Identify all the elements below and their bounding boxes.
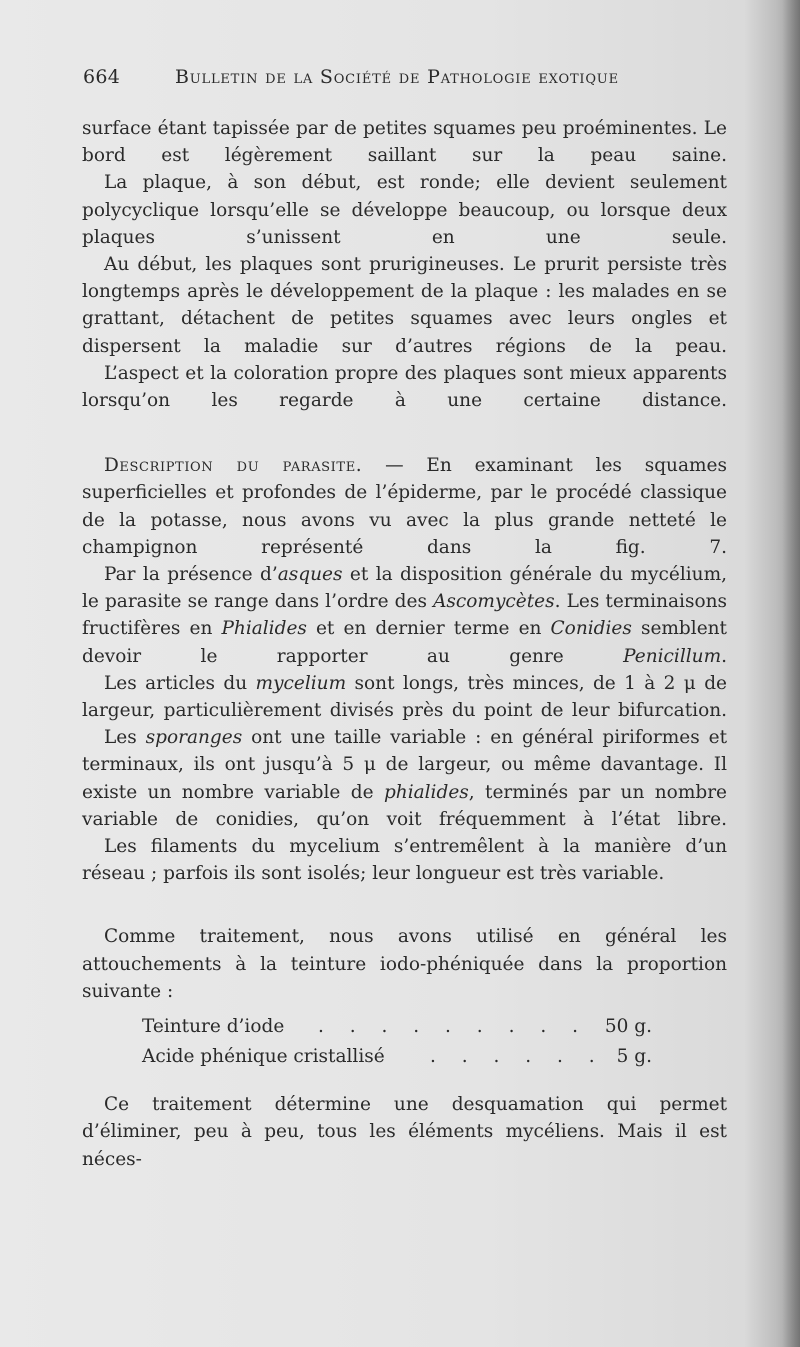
- paragraph-1: surface étant tapissée par de petites squames peu proéminentes. Le bord est légèrement saillant sur la peau saine.: [82, 118, 727, 167]
- term-phialides: Phialides: [221, 618, 307, 640]
- paragraph-6: [82, 561, 727, 670]
- formula-leader-dots: . . . . . . . . .: [318, 1016, 588, 1038]
- treatment-formula: [82, 1013, 727, 1073]
- term-conidies: Conidies: [550, 618, 632, 640]
- paragraph-2: La plaque, à son début, est ronde; elle devient seulement polycyclique lorsqu’elle se développe beaucoup, ou lorsque deux plaques s’unissent en une seule.: [82, 172, 727, 248]
- term-sporanges: sporanges: [145, 727, 243, 749]
- term-asques: asques: [277, 564, 343, 586]
- term-ascomycetes: Ascomycètes: [433, 591, 555, 613]
- running-header: [83, 66, 723, 94]
- paragraph-parasite-description: [82, 452, 727, 561]
- paragraph-4: L’aspect et la coloration propre des plaques sont mieux apparents lorsqu’on les regarde à une certaine distance.: [82, 362, 727, 412]
- text-run: . Les terminaisons fructifères en: [82, 591, 727, 640]
- paragraph-8: [82, 724, 727, 833]
- term-mycelium: mycelium: [255, 672, 347, 694]
- text-run: .: [721, 645, 727, 667]
- text-run: Les articles du: [104, 672, 256, 694]
- text-run: et en dernier terme en: [306, 618, 551, 640]
- journal-title: Bulletin de la Société de Pathologie exotique: [175, 66, 619, 88]
- formula-row: [82, 1013, 727, 1043]
- text-run: semblent devoir le rapporter au genre: [82, 618, 727, 667]
- text-run: sont longs, très minces, de 1 à 2 μ de largeur, particulièrement divisés près du point de leur bifurcation.: [82, 672, 727, 722]
- paragraph-9: Les filaments du mycelium s’entremêlent à la manière d’un réseau ; parfois ils sont isolés; leur longueur est très variable.: [82, 836, 727, 885]
- text-body: [82, 115, 727, 1173]
- paragraph-7: [82, 670, 727, 724]
- formula-quantity: 5 g.: [616, 1046, 652, 1068]
- page-edge-shadow: [782, 0, 800, 1347]
- text-run: et la disposition générale du mycélium, le parasite se range dans l’ordre des: [82, 564, 727, 613]
- paragraph-10: Comme traitement, nous avons utilisé en général les attouchements à la teinture iodo-phéniquée dans la proportion suivante :: [82, 926, 727, 1002]
- text-run: Les: [104, 727, 146, 749]
- paragraph-11: Ce traitement détermine une desquamation qui permet d’éliminer, peu à peu, tous les éléments mycéliens. Mais il est néces-: [82, 1094, 727, 1170]
- text-run: ont une taille variable : en général piriformes et terminaux, ils ont jusqu’à 5 μ de largeur, ou même davantage. Il existe un nombre variable de: [82, 727, 727, 803]
- formula-quantity: 50 g.: [604, 1016, 652, 1038]
- paragraph-3: Au début, les plaques sont prurigineuses. Le prurit persiste très longtemps après le développement de la plaque : les malades en se grattant, détachent de petites squames avec leurs ongles et dispersent la maladie sur d’autres régions de la peau.: [82, 254, 727, 357]
- formula-leader-dots: . . . . . .: [430, 1046, 605, 1068]
- formula-ingredient: Acide phénique cristallisé: [142, 1046, 385, 1068]
- formula-ingredient: Teinture d’iode: [142, 1016, 285, 1038]
- paragraph-5-text: — En examinant les squames superficielles et profondes de l’épiderme, par le procédé classique de la potasse, nous avons vu avec la plus grande netteté le champignon représenté dans la fig. 7.: [82, 455, 727, 558]
- section-heading: Description du parasite.: [104, 455, 363, 477]
- text-run: Par la présence d’: [104, 564, 278, 586]
- text-run: , terminés par un nombre variable de conidies, qu’on voit fréquemment à l’état libre.: [82, 781, 727, 830]
- section-gap: [82, 887, 727, 923]
- formula-row: [82, 1043, 727, 1073]
- section-gap: [82, 414, 727, 452]
- term-penicillum: Penicillum: [623, 645, 722, 667]
- term-phialides-lower: phialides: [383, 781, 469, 803]
- page-number: 664: [83, 66, 121, 88]
